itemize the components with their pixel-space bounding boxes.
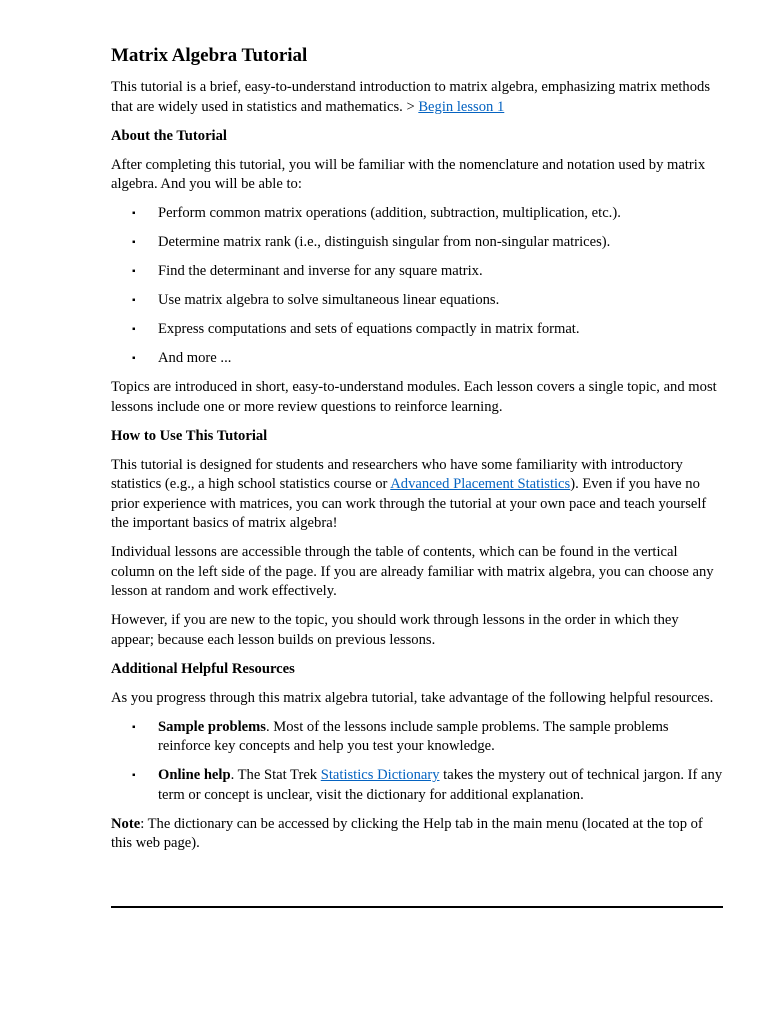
- begin-lesson-link[interactable]: Begin lesson 1: [418, 98, 505, 115]
- resources-heading: Additional Helpful Resources: [111, 660, 295, 677]
- page-title: Matrix Algebra Tutorial: [111, 45, 308, 66]
- horizontal-rule: [111, 906, 723, 908]
- list-item: ▪ Find the determinant and inverse for any square matrix.: [111, 262, 723, 282]
- resources-list: [111, 718, 723, 806]
- bullet-icon: ▪: [132, 295, 136, 306]
- bullet-icon: ▪: [132, 324, 136, 335]
- list-item: ▪ Perform common matrix operations (addition, subtraction, multiplication, etc.).: [111, 204, 723, 224]
- bullet-icon: ▪: [132, 208, 136, 219]
- list-item: ▪ Determine matrix rank (i.e., distinguish singular from non-singular matrices).: [111, 233, 723, 253]
- list-item: ▪ Use matrix algebra to solve simultaneous linear equations.: [111, 291, 723, 311]
- about-paragraph: After completing this tutorial, you will be familiar with the nomenclature and notation used by matrix algebra. And you will be able to:: [111, 156, 706, 192]
- skills-list: [111, 204, 723, 369]
- intro-paragraph: [111, 78, 723, 117]
- note-paragraph: Note: The dictionary can be accessed by clicking the Help tab in the main menu (located at the top of this web page).: [111, 815, 703, 851]
- list-item: ▪ Online help. The Stat Trek Statistics Dictionary takes the mystery out of technical jargon. If any term or concept is unclear, visit the dictionary for additional explanation.: [132, 767, 723, 803]
- resources-paragraph: As you progress through this matrix algebra tutorial, take advantage of the following helpful resources.: [111, 689, 714, 706]
- about-heading: About the Tutorial: [111, 127, 227, 144]
- howto-heading: How to Use This Tutorial: [111, 427, 268, 444]
- howto-paragraph-1: This tutorial is designed for students and researchers who have some familiarity with introductory statistics (e.g., a high school statistics course or Advanced Placement Statistics). Even if you have no prior experience with matrices, you can work through the tutorial at your own pace and teach yourself the important basics of matrix algebra!: [111, 456, 707, 531]
- bullet-icon: ▪: [132, 266, 136, 277]
- howto-paragraph-3: However, if you are new to the topic, you should work through lessons in the order in which they appear; because each lesson builds on previous lessons.: [111, 612, 679, 648]
- ap-statistics-link[interactable]: Advanced Placement Statistics: [390, 476, 571, 492]
- bullet-icon: ▪: [132, 237, 136, 248]
- bullet-icon: ▪: [132, 353, 136, 364]
- topics-paragraph: Topics are introduced in short, easy-to-understand modules. Each lesson covers a single topic, and most lessons include one or more review questions to reinforce learning.: [111, 379, 717, 415]
- intro-text: This tutorial is a brief, easy-to-understand introduction to matrix algebra, emphasizing matrix methods that are widely used in statistics and mathematics. >: [111, 79, 710, 115]
- list-item: ▪ Express computations and sets of equations compactly in matrix format.: [111, 320, 723, 340]
- howto-paragraph-2: Individual lessons are accessible through the table of contents, which can be found in the vertical column on the left side of the page. If you are already familiar with matrix algebra, you can choose any lesson at random and work effectively.: [111, 544, 714, 599]
- bullet-icon: ▪: [132, 770, 136, 781]
- list-item: ▪ And more ...: [111, 349, 723, 369]
- list-item: ▪ Sample problems. Most of the lessons include sample problems. The sample problems reinforce key concepts and help you test your knowledge.: [132, 718, 669, 754]
- bullet-icon: ▪: [132, 721, 136, 733]
- statistics-dictionary-link[interactable]: Statistics Dictionary: [320, 767, 440, 783]
- document-body: [111, 44, 723, 863]
